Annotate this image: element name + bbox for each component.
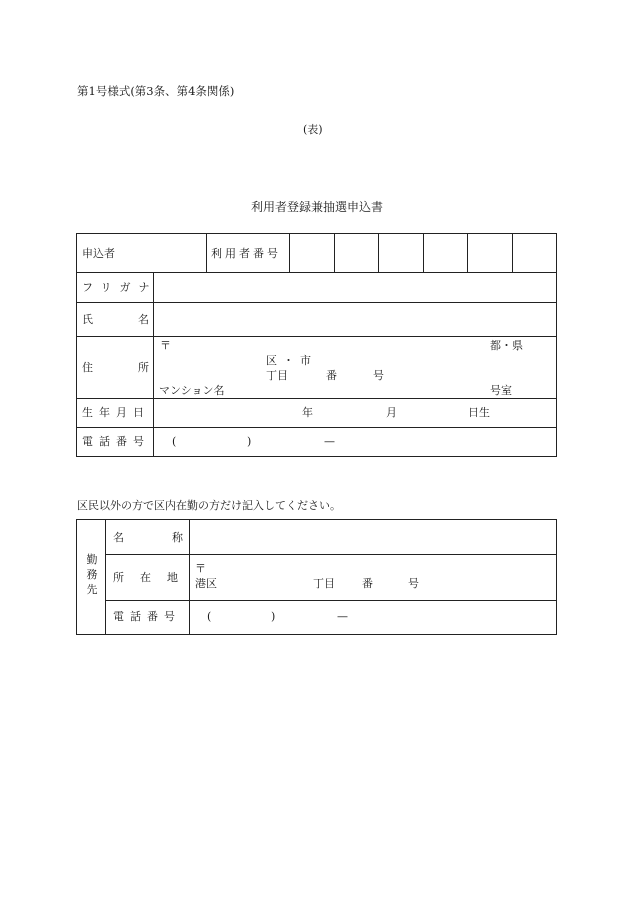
user-number-digit-3[interactable] (379, 234, 423, 272)
workplace-postal-mark: 〒 (195, 562, 206, 575)
birth-date-field[interactable] (154, 399, 556, 427)
workplace-instruction: 区民以外の方で区内在勤の方だけ記入してください。 (77, 499, 341, 512)
mansion-label: マンション名 (159, 384, 225, 397)
phone-dash: — (324, 435, 335, 448)
ward-city-suffix: 区・市 (266, 354, 317, 367)
year-suffix: 年 (302, 406, 313, 419)
form-side-label: (表) (303, 123, 323, 136)
workplace-group-label: 勤務先 (86, 553, 98, 596)
form-number: 第1号様式(第3条、第4条関係) (77, 84, 235, 98)
phone-paren-close: ) (247, 435, 252, 448)
location-label: 所在地 (113, 571, 194, 584)
furigana-field[interactable] (154, 273, 556, 302)
phone-paren-open: ( (172, 435, 177, 448)
user-number-digit-2[interactable] (335, 234, 378, 272)
address-label: 住所 (82, 361, 194, 374)
user-number-digit-6[interactable] (513, 234, 556, 272)
company-name-label: 名称 (113, 531, 231, 544)
birth-date-label: 生年月日 (82, 406, 150, 419)
location-field[interactable] (190, 555, 556, 600)
prefecture-suffix: 都・県 (490, 339, 523, 352)
postal-mark: 〒 (160, 339, 171, 352)
phone-label: 電話番号 (82, 435, 150, 448)
ban-suffix: 番 (326, 369, 337, 382)
day-born-suffix: 日生 (468, 406, 490, 419)
workplace-ban-suffix: 番 (362, 577, 373, 590)
room-suffix: 号室 (490, 384, 512, 397)
workplace-go-suffix: 号 (408, 577, 419, 590)
go-suffix: 号 (373, 369, 384, 382)
workplace-paren-close: ) (271, 610, 276, 623)
user-number-label: 利用者番号 (211, 247, 281, 260)
user-number-digit-5[interactable] (468, 234, 512, 272)
name-label: 氏名 (82, 313, 194, 326)
workplace-phone-label: 電話番号 (113, 610, 181, 623)
furigana-label: フリガナ (82, 281, 158, 294)
name-field[interactable] (154, 303, 556, 336)
workplace-chome-suffix: 丁目 (313, 577, 335, 590)
chome-suffix: 丁目 (266, 369, 288, 382)
user-number-digit-1[interactable] (290, 234, 334, 272)
workplace-phone-dash: — (337, 610, 348, 623)
ward-label: 港区 (195, 577, 217, 590)
applicant-label: 申込者 (82, 247, 115, 260)
company-name-field[interactable] (190, 520, 556, 554)
month-suffix: 月 (386, 406, 397, 419)
workplace-phone-field[interactable] (190, 601, 556, 634)
user-number-digit-4[interactable] (424, 234, 467, 272)
phone-field[interactable] (154, 428, 556, 456)
form-title: 利用者登録兼抽選申込書 (251, 200, 384, 214)
workplace-paren-open: ( (207, 610, 212, 623)
